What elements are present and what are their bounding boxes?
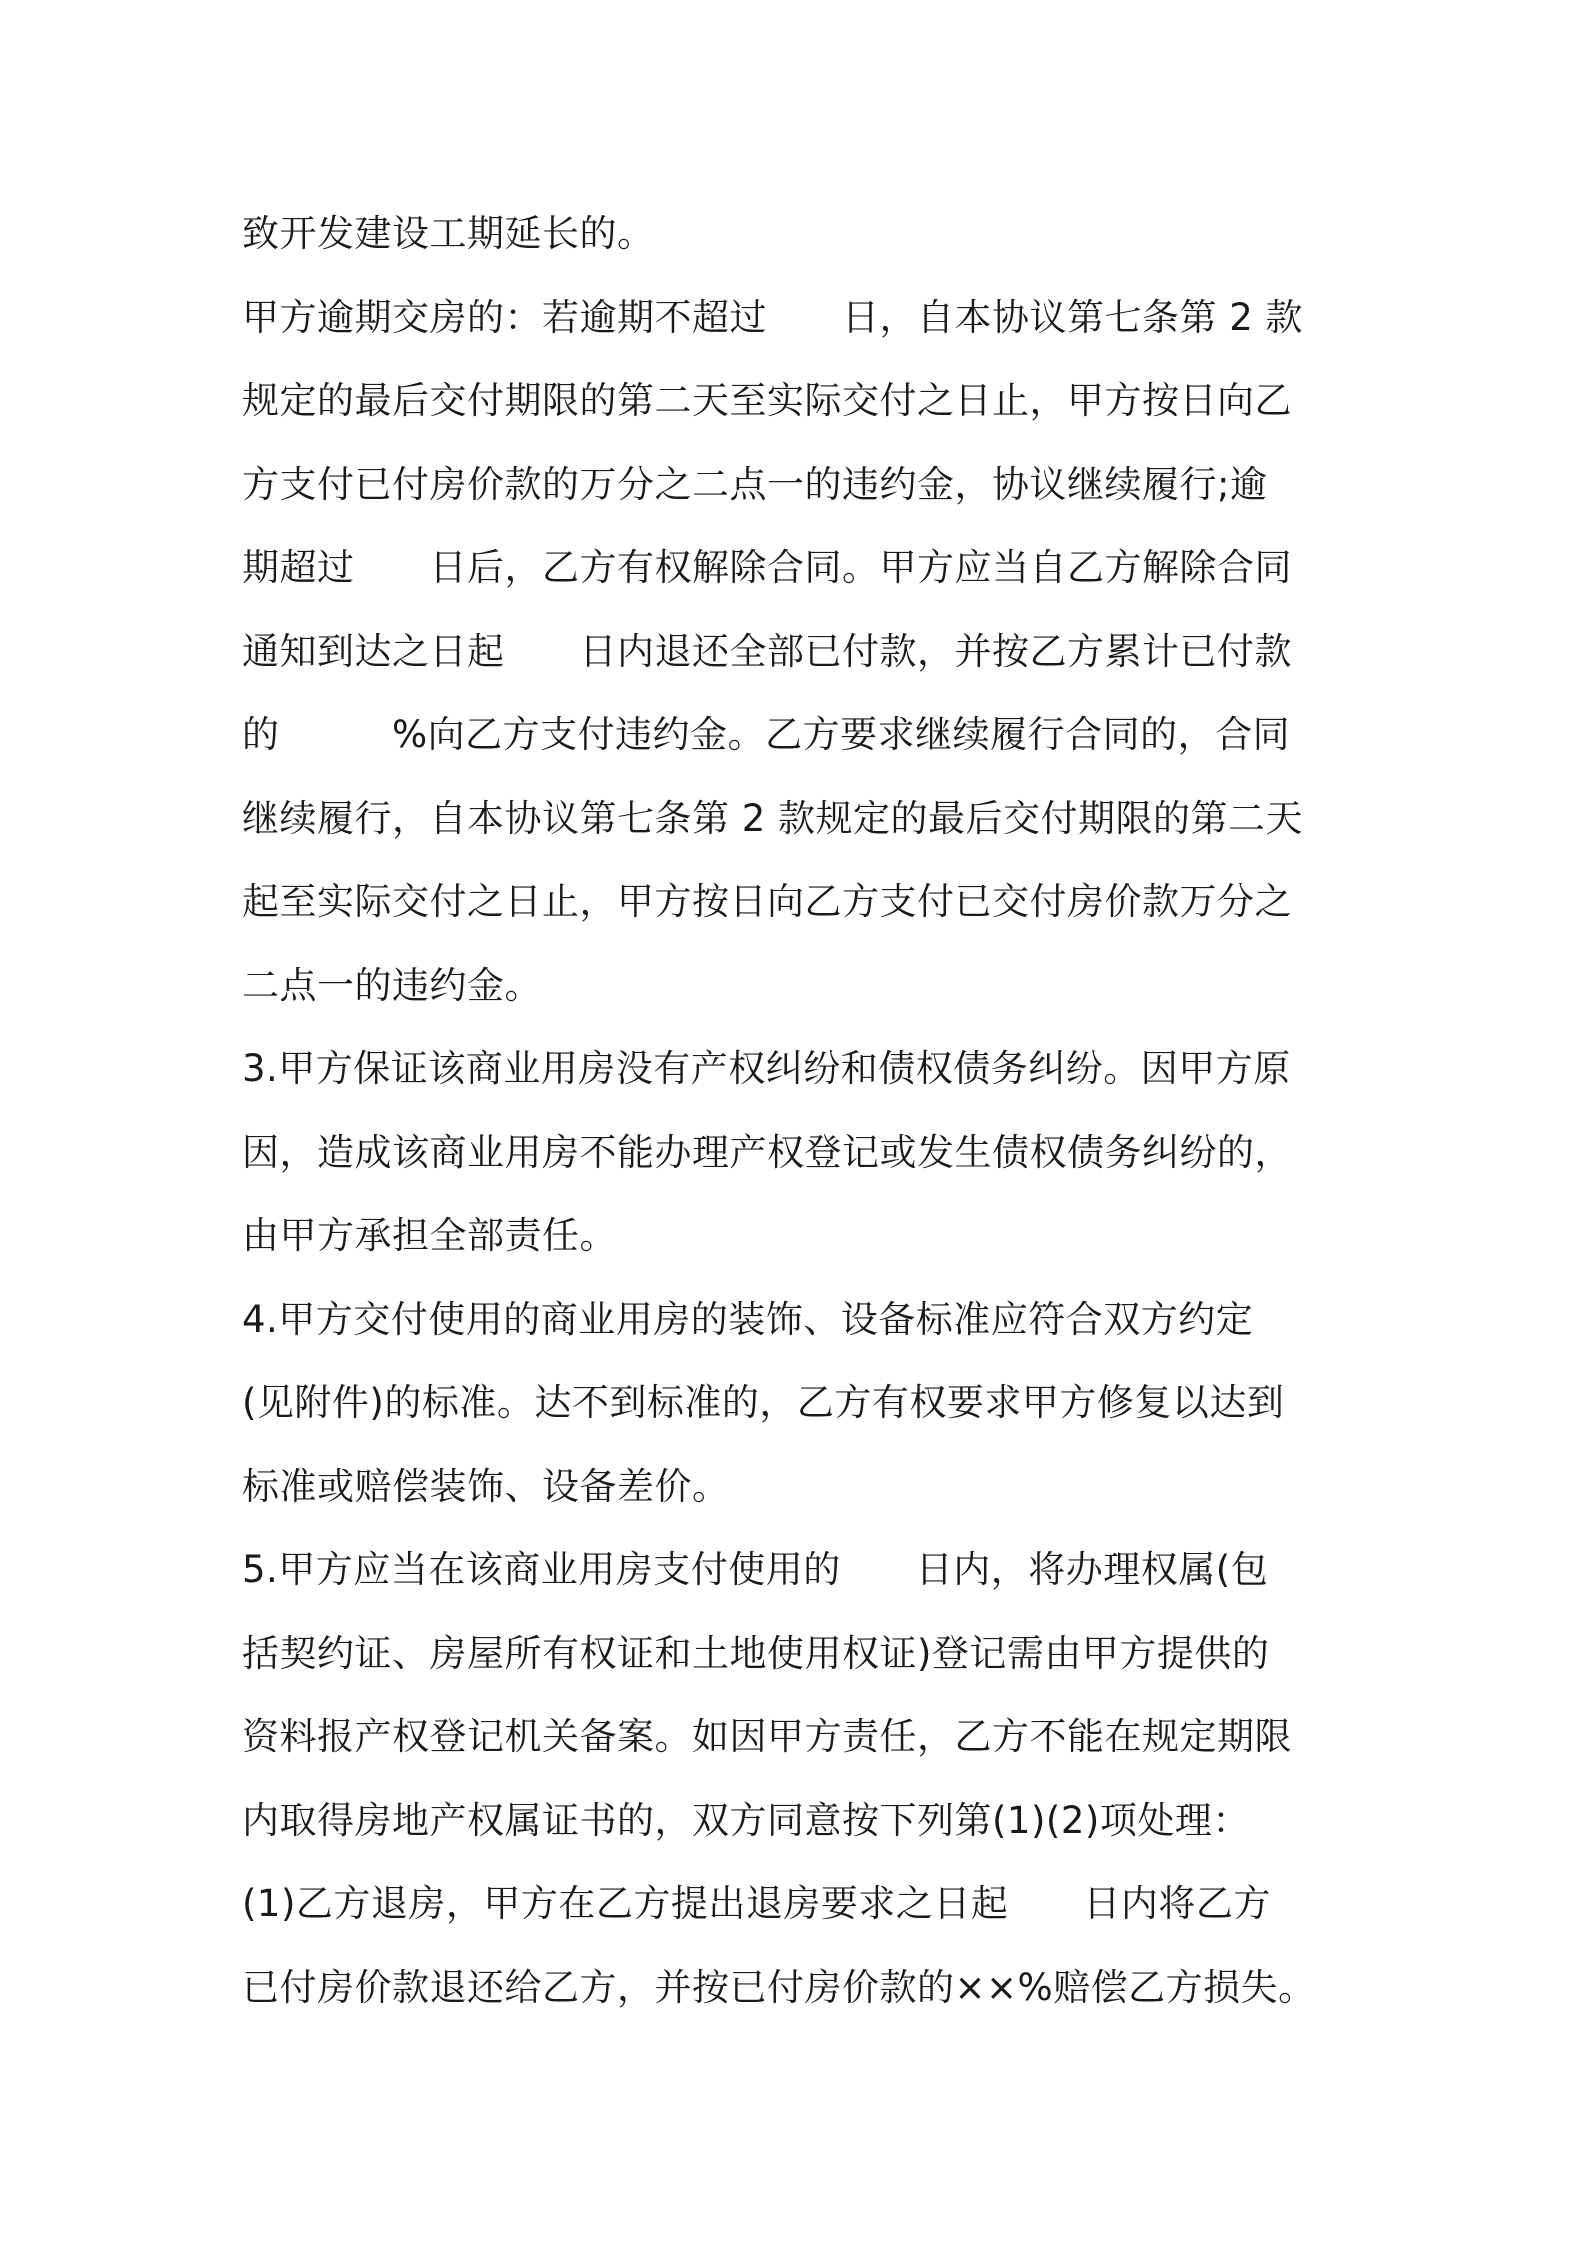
text-line: 甲方逾期交房的：若逾期不超过 日，自本协议第七条第 2 款	[242, 295, 1304, 339]
text-line: 的 %向乙方支付违约金。乙方要求继续履行合同的，合同	[242, 713, 1291, 756]
text-line: 括契约证、房屋所有权证和土地使用权证)登记需由甲方提供的	[242, 1631, 1270, 1675]
text-line: 标准或赔偿装饰、设备差价。	[242, 1464, 730, 1508]
text-line: 因，造成该商业用房不能办理产权登记或发生债权债务纠纷的，	[242, 1130, 1292, 1174]
text-line: 已付房价款退还给乙方，并按已付房价款的××%赔偿乙方损失。	[242, 1965, 1316, 2009]
text-line: 5.甲方应当在该商业用房支付使用的 日内，将办理权属(包	[242, 1548, 1269, 1591]
text-line: 由甲方承担全部责任。	[242, 1214, 617, 1257]
text-line: 规定的最后交付期限的第二天至实际交付之日止，甲方按日向乙	[242, 379, 1292, 422]
text-line: 期超过 日后，乙方有权解除合同。甲方应当自乙方解除合同	[242, 546, 1292, 589]
document-body	[242, 192, 1362, 2029]
text-line: 4.甲方交付使用的商业用房的装饰、设备标准应符合双方约定	[242, 1297, 1254, 1341]
text-line: (见附件)的标准。达不到标准的，乙方有权要求甲方修复以达到	[242, 1381, 1285, 1424]
text-line: 通知到达之日起 日内退还全部已付款，并按乙方累计已付款	[242, 629, 1292, 673]
text-line: 方支付已付房价款的万分之二点一的违约金，协议继续履行;逾	[242, 462, 1268, 506]
text-line: 致开发建设工期延长的。	[242, 212, 655, 255]
text-line: 起至实际交付之日止，甲方按日向乙方支付已交付房价款万分之	[242, 880, 1292, 923]
text-line: 3.甲方保证该商业用房没有产权纠纷和债权债务纠纷。因甲方原	[242, 1047, 1291, 1090]
text-line: 资料报产权登记机关备案。如因甲方责任，乙方不能在规定期限	[242, 1715, 1292, 1758]
text-line: 继续履行，自本协议第七条第 2 款规定的最后交付期限的第二天	[242, 796, 1304, 840]
text-line: (1)乙方退房，甲方在乙方提出退房要求之日起 日内将乙方	[242, 1882, 1271, 1925]
text-line: 二点一的违约金。	[242, 963, 542, 1007]
text-line: 内取得房地产权属证书的，双方同意按下列第(1)(2)项处理：	[242, 1798, 1250, 1842]
